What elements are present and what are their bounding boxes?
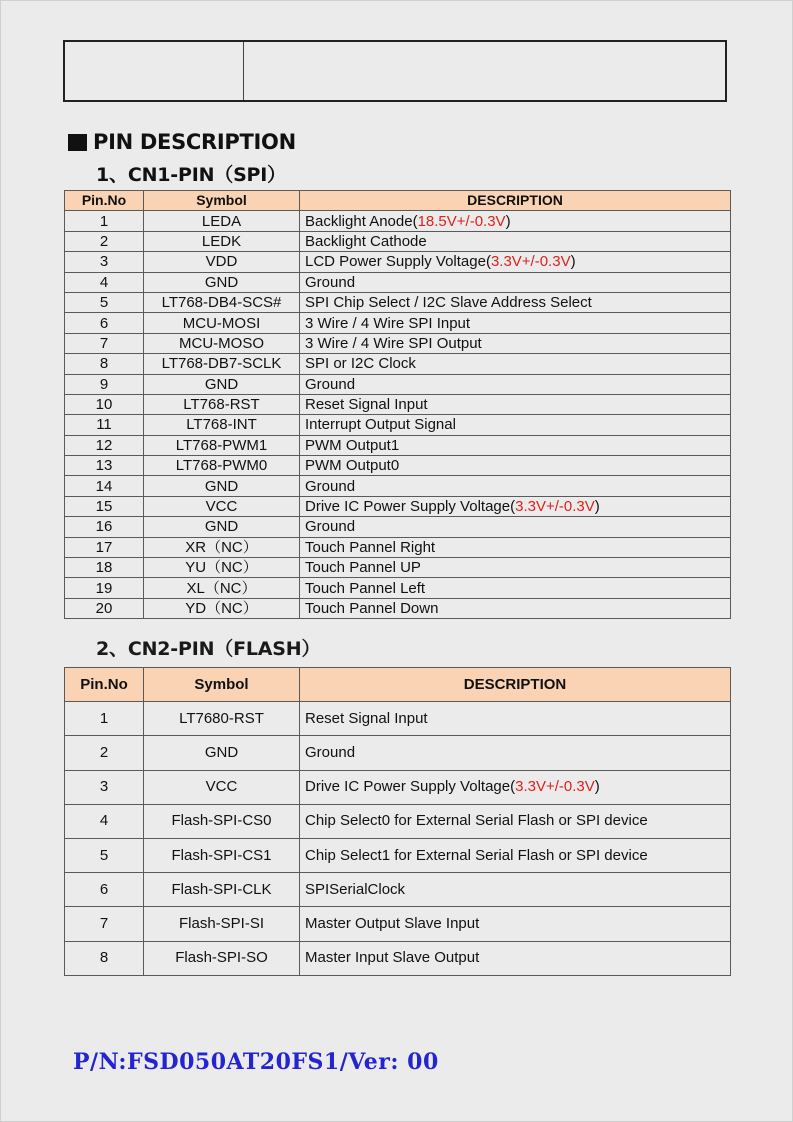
description-text: SPI or I2C Clock xyxy=(305,355,416,373)
pin-description xyxy=(300,598,731,618)
pin-description xyxy=(300,537,731,557)
pin-number: 2 xyxy=(65,736,144,770)
description-text: Ground xyxy=(305,375,356,393)
pin-symbol: LEDA xyxy=(144,211,300,231)
pin-description xyxy=(300,736,731,770)
description-text: SPI Chip Select / I2C Slave Address Select xyxy=(305,294,592,312)
pin-symbol: YD（NC） xyxy=(144,598,300,618)
pin-description xyxy=(300,804,731,838)
pin-description xyxy=(300,558,731,578)
pin-description xyxy=(300,907,731,941)
cn2-pin-table xyxy=(64,667,731,976)
pin-description xyxy=(300,374,731,394)
table-row xyxy=(65,702,731,736)
table-row xyxy=(65,770,731,804)
table-row xyxy=(65,231,731,251)
table-row xyxy=(65,537,731,557)
description-text: Interrupt Output Signal xyxy=(305,416,456,434)
pin-description xyxy=(300,292,731,312)
description-text: SPISerialClock xyxy=(305,880,406,898)
pin-symbol: YU（NC） xyxy=(144,558,300,578)
pin-description xyxy=(300,354,731,374)
pin-symbol: Flash-SPI-CLK xyxy=(144,873,300,907)
table-row xyxy=(65,804,731,838)
header-description: DESCRIPTION xyxy=(300,668,731,702)
voltage-value: 3.3V+/-0.3V xyxy=(490,253,571,271)
pin-description xyxy=(300,313,731,333)
table-row xyxy=(65,415,731,435)
table-row xyxy=(65,374,731,394)
pin-number: 8 xyxy=(65,354,144,374)
description-text: Backlight Cathode xyxy=(305,232,427,250)
pin-number: 19 xyxy=(65,578,144,598)
table-row xyxy=(65,333,731,353)
header-description: DESCRIPTION xyxy=(300,191,731,211)
pin-number: 9 xyxy=(65,374,144,394)
pin-symbol: LT768-DB7-SCLK xyxy=(144,354,300,374)
pin-number: 3 xyxy=(65,252,144,272)
pin-number: 4 xyxy=(65,804,144,838)
header-symbol: Symbol xyxy=(144,191,300,211)
pin-number: 11 xyxy=(65,415,144,435)
pin-symbol: VCC xyxy=(144,770,300,804)
pin-symbol: GND xyxy=(144,736,300,770)
pin-number: 6 xyxy=(65,873,144,907)
pin-description xyxy=(300,476,731,496)
table-row xyxy=(65,394,731,414)
pin-description xyxy=(300,456,731,476)
description-text: Ground xyxy=(305,743,356,761)
description-text: LCD Power Supply Voltage( xyxy=(305,253,491,271)
square-bullet-icon xyxy=(68,134,87,151)
description-text: Ground xyxy=(305,273,356,291)
voltage-value: 3.3V+/-0.3V xyxy=(515,778,595,796)
pin-number: 1 xyxy=(65,211,144,231)
pin-number: 5 xyxy=(65,292,144,312)
description-text: PWM Output0 xyxy=(305,457,400,475)
table-row xyxy=(65,211,731,231)
table-row xyxy=(65,292,731,312)
section-heading xyxy=(68,130,296,154)
description-text: Drive IC Power Supply Voltage( xyxy=(305,778,516,796)
pin-number: 20 xyxy=(65,598,144,618)
pin-number: 7 xyxy=(65,333,144,353)
pin-symbol: GND xyxy=(144,374,300,394)
pin-description xyxy=(300,578,731,598)
pin-number: 8 xyxy=(65,941,144,975)
table-row xyxy=(65,838,731,872)
voltage-value: 18.5V+/-0.3V xyxy=(417,212,506,230)
pin-symbol: LT768-PWM1 xyxy=(144,435,300,455)
cn1-title: 1、CN1-PIN（SPI） xyxy=(96,164,286,186)
table-row xyxy=(65,736,731,770)
pin-symbol: Flash-SPI-SI xyxy=(144,907,300,941)
pin-number: 6 xyxy=(65,313,144,333)
pin-symbol: VDD xyxy=(144,252,300,272)
pin-description xyxy=(300,873,731,907)
table-row xyxy=(65,598,731,618)
description-text: Touch Pannel UP xyxy=(305,559,421,577)
description-text: Master Output Slave Input xyxy=(305,914,480,932)
pin-symbol: Flash-SPI-CS1 xyxy=(144,838,300,872)
pin-number: 13 xyxy=(65,456,144,476)
pin-symbol: XL（NC） xyxy=(144,578,300,598)
description-text: Touch Pannel Down xyxy=(305,600,439,617)
pin-symbol: LT7680-RST xyxy=(144,702,300,736)
description-text: Chip Select0 for External Serial Flash or SPI device xyxy=(305,812,648,830)
table-row xyxy=(65,313,731,333)
pin-symbol: Flash-SPI-CS0 xyxy=(144,804,300,838)
description-text: Reset Signal Input xyxy=(305,709,428,727)
table-row xyxy=(65,578,731,598)
pin-symbol: Flash-SPI-SO xyxy=(144,941,300,975)
description-text: Ground xyxy=(305,518,356,536)
description-text: 3 Wire / 4 Wire SPI Output xyxy=(305,334,482,352)
table-row xyxy=(65,272,731,292)
description-tail: ) xyxy=(570,253,576,271)
description-text: 3 Wire / 4 Wire SPI Input xyxy=(305,314,471,332)
description-text: Drive IC Power Supply Voltage( xyxy=(305,498,516,516)
table-header-row xyxy=(65,668,731,702)
pin-number: 3 xyxy=(65,770,144,804)
pin-description xyxy=(300,252,731,272)
table-row xyxy=(65,941,731,975)
pin-symbol: LT768-RST xyxy=(144,394,300,414)
pin-symbol: MCU-MOSI xyxy=(144,313,300,333)
pin-description xyxy=(300,333,731,353)
part-number-footer: P/N:FSD050AT20FS1/Ver: 00 xyxy=(73,1049,439,1075)
table-row xyxy=(65,907,731,941)
description-text: Touch Pannel Left xyxy=(305,579,426,597)
description-text: Chip Select1 for External Serial Flash or SPI device xyxy=(305,846,648,864)
pin-number: 7 xyxy=(65,907,144,941)
description-tail: ) xyxy=(594,498,600,516)
description-text: Ground xyxy=(305,477,356,495)
pin-symbol: LEDK xyxy=(144,231,300,251)
pin-number: 2 xyxy=(65,231,144,251)
header-pin-no: Pin.No xyxy=(65,668,144,702)
cn2-title: 2、CN2-PIN（FLASH） xyxy=(96,638,321,660)
pin-symbol: GND xyxy=(144,476,300,496)
table-row xyxy=(65,252,731,272)
pin-number: 1 xyxy=(65,702,144,736)
pin-symbol: GND xyxy=(144,517,300,537)
table-row xyxy=(65,496,731,516)
document-header-box xyxy=(63,40,727,102)
pin-description xyxy=(300,838,731,872)
description-tail: ) xyxy=(505,212,511,230)
table-row xyxy=(65,873,731,907)
pin-symbol: MCU-MOSO xyxy=(144,333,300,353)
description-text: PWM Output1 xyxy=(305,436,400,454)
header-symbol: Symbol xyxy=(144,668,300,702)
pin-symbol: LT768-PWM0 xyxy=(144,456,300,476)
table-row xyxy=(65,354,731,374)
pin-number: 10 xyxy=(65,394,144,414)
pin-number: 16 xyxy=(65,517,144,537)
pin-description xyxy=(300,272,731,292)
pin-number: 15 xyxy=(65,496,144,516)
voltage-value: 3.3V+/-0.3V xyxy=(515,498,595,516)
pin-number: 14 xyxy=(65,476,144,496)
section-title-text: PIN DESCRIPTION xyxy=(93,130,296,154)
pin-number: 12 xyxy=(65,435,144,455)
pin-symbol: VCC xyxy=(144,496,300,516)
pin-description xyxy=(300,517,731,537)
pin-description xyxy=(300,702,731,736)
pin-number: 18 xyxy=(65,558,144,578)
pin-description xyxy=(300,394,731,414)
pin-description xyxy=(300,231,731,251)
table-row xyxy=(65,558,731,578)
description-text: Reset Signal Input xyxy=(305,396,428,414)
description-text: Backlight Anode( xyxy=(305,212,418,230)
pin-description xyxy=(300,415,731,435)
pin-description xyxy=(300,211,731,231)
pin-number: 17 xyxy=(65,537,144,557)
description-text: Touch Pannel Right xyxy=(305,538,436,556)
pin-description xyxy=(300,941,731,975)
table-header-row xyxy=(65,191,731,211)
pin-number: 5 xyxy=(65,838,144,872)
cn1-pin-table xyxy=(64,190,731,619)
pin-description xyxy=(300,770,731,804)
pin-symbol: LT768-INT xyxy=(144,415,300,435)
pin-description xyxy=(300,496,731,516)
description-tail: ) xyxy=(594,778,600,796)
table-row xyxy=(65,517,731,537)
table-row xyxy=(65,476,731,496)
pin-number: 4 xyxy=(65,272,144,292)
pin-symbol: XR（NC） xyxy=(144,537,300,557)
description-text: Master Input Slave Output xyxy=(305,949,480,967)
pin-symbol: GND xyxy=(144,272,300,292)
table-row xyxy=(65,435,731,455)
pin-symbol: LT768-DB4-SCS# xyxy=(144,292,300,312)
table-row xyxy=(65,456,731,476)
header-pin-no: Pin.No xyxy=(65,191,144,211)
header-divider xyxy=(243,42,244,100)
pin-description xyxy=(300,435,731,455)
